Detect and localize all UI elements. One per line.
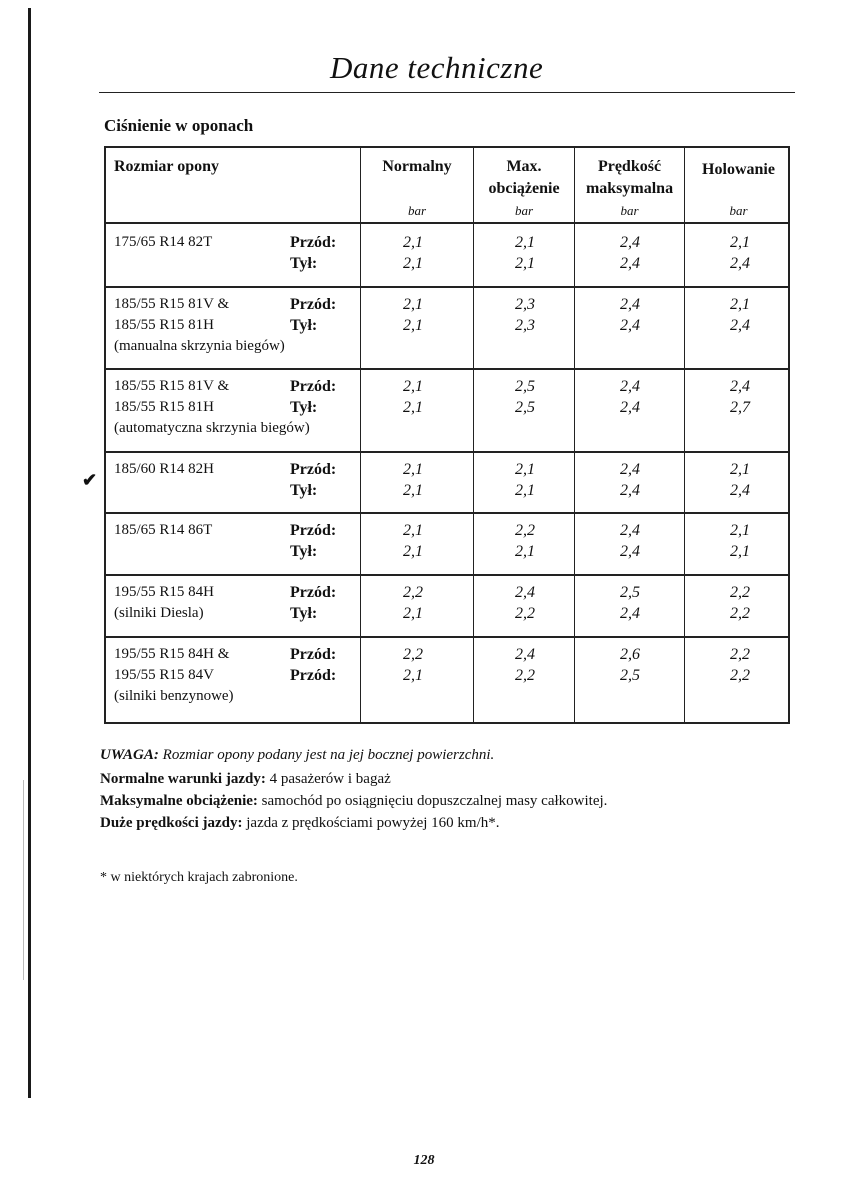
axle-label: Przód:: [290, 378, 337, 395]
pressure-value-normal: 2,1: [403, 255, 423, 272]
pressure-value-tow: 2,1: [730, 543, 750, 560]
axle-label: Tył:: [290, 317, 318, 334]
row-divider: [106, 574, 788, 576]
tire-size-text: (silniki benzynowe): [114, 688, 234, 704]
tire-size-text: (silniki Diesla): [114, 605, 204, 621]
pressure-value-max: 2,5: [515, 399, 535, 416]
pressure-value-speed: 2,5: [620, 584, 640, 601]
pressure-value-tow: 2,1: [730, 522, 750, 539]
notes-block: [100, 744, 607, 834]
pressure-value-speed: 2,4: [620, 461, 640, 478]
pressure-value-tow: 2,7: [730, 399, 750, 416]
axle-label: Tył:: [290, 543, 318, 560]
pressure-value-normal: 2,1: [403, 296, 423, 313]
axle-label: Przód:: [290, 296, 337, 313]
pressure-value-tow: 2,1: [730, 461, 750, 478]
pressure-value-normal: 2,1: [403, 234, 423, 251]
pressure-value-normal: 2,1: [403, 317, 423, 334]
unit-speed: bar: [620, 203, 639, 218]
tire-size-text: 185/55 R15 81H: [114, 317, 215, 333]
pressure-value-speed: 2,4: [620, 378, 640, 395]
pressure-value-tow: 2,1: [730, 234, 750, 251]
pressure-value-speed: 2,4: [620, 255, 640, 272]
row-divider: [106, 451, 788, 453]
pressure-value-normal: 2,1: [403, 399, 423, 416]
note-max-load: Maksymalne obciążenie: samochód po osiągnięciu dopuszczalnej masy całkowitej.: [100, 793, 608, 809]
pressure-value-normal: 2,1: [403, 461, 423, 478]
pressure-value-max: 2,3: [515, 296, 535, 313]
pressure-value-normal: 2,1: [403, 543, 423, 560]
tire-size-text: 185/55 R15 81V &: [114, 296, 230, 312]
tire-pressure-table: [104, 146, 790, 724]
pressure-value-speed: 2,4: [620, 317, 640, 334]
row-divider: [106, 368, 788, 370]
footnote: * w niektórych krajach zabronione.: [100, 870, 298, 885]
pressure-value-speed: 2,4: [620, 605, 640, 622]
pressure-value-tow: 2,4: [730, 378, 750, 395]
pressure-value-max: 2,1: [515, 543, 535, 560]
tire-size-text: 195/55 R15 84V: [114, 667, 215, 683]
note-high-speed: Duże prędkości jazdy: jazda z prędkościami powyżej 160 km/h*.: [100, 815, 500, 831]
pressure-value-max: 2,2: [515, 522, 535, 539]
pressure-value-speed: 2,4: [620, 482, 640, 499]
tire-size-text: (automatyczna skrzynia biegów): [114, 420, 310, 436]
header-speed-1: Prędkość: [597, 158, 662, 175]
pressure-value-tow: 2,2: [730, 605, 750, 622]
pressure-value-max: 2,4: [515, 646, 535, 663]
pressure-value-max: 2,1: [515, 461, 535, 478]
header-towing: Holowanie: [702, 161, 775, 178]
pressure-value-normal: 2,1: [403, 378, 423, 395]
pressure-value-max: 2,2: [515, 667, 535, 684]
axle-label: Przód:: [290, 584, 337, 601]
row-divider: [106, 636, 788, 638]
row-divider: [106, 512, 788, 514]
pressure-value-normal: 2,1: [403, 605, 423, 622]
pressure-value-tow: 2,4: [730, 255, 750, 272]
tire-size-text: 175/65 R14 82T: [114, 234, 213, 250]
note-uwaga: UWAGA: Rozmiar opony podany jest na jej bocznej powierzchni.: [100, 747, 495, 763]
unit-max-load: bar: [514, 203, 534, 218]
axle-label: Tył:: [290, 255, 318, 272]
pressure-value-speed: 2,4: [620, 234, 640, 251]
tire-size-text: 185/55 R15 81V &: [114, 378, 230, 394]
pressure-value-speed: 2,4: [620, 296, 640, 313]
page-number: 128: [413, 1153, 435, 1168]
tire-size-text: 185/55 R15 81H: [114, 399, 215, 415]
axle-label: Przód:: [290, 461, 337, 478]
pressure-value-normal: 2,2: [403, 646, 423, 663]
header-speed-2: maksymalna: [585, 180, 674, 197]
unit-normal: bar: [407, 203, 427, 218]
pressure-value-max: 2,1: [515, 482, 535, 499]
pressure-value-max: 2,2: [515, 605, 535, 622]
pressure-value-max: 2,1: [515, 234, 535, 251]
pressure-value-max: 2,1: [515, 255, 535, 272]
pressure-value-max: 2,3: [515, 317, 535, 334]
pressure-value-speed: 2,4: [620, 522, 640, 539]
pressure-value-tow: 2,4: [730, 482, 750, 499]
axle-label: Tył:: [290, 482, 318, 499]
axle-label: Przód:: [290, 234, 337, 251]
page-edge-mark: [23, 780, 24, 980]
axle-label: Przód:: [290, 667, 337, 684]
pressure-value-speed: 2,4: [620, 543, 640, 560]
header-max-load-2: obciążenie: [488, 180, 560, 197]
pressure-value-tow: 2,4: [730, 317, 750, 334]
pressure-value-normal: 2,2: [403, 584, 423, 601]
title-rule: [99, 92, 795, 93]
pressure-value-speed: 2,4: [620, 399, 640, 416]
page-title: Dane techniczne: [330, 50, 544, 85]
check-mark-icon: ✔: [82, 470, 98, 490]
axle-label: Tył:: [290, 605, 318, 622]
tire-size-text: 185/60 R14 82H: [114, 461, 215, 477]
pressure-value-tow: 2,1: [730, 296, 750, 313]
axle-label: Tył:: [290, 399, 318, 416]
unit-towing: bar: [729, 203, 748, 218]
axle-label: Przód:: [290, 522, 337, 539]
row-divider: [106, 286, 788, 288]
pressure-value-tow: 2,2: [730, 646, 750, 663]
note-normal: Normalne warunki jazdy: 4 pasażerów i bagaż: [100, 771, 391, 787]
axle-label: Przód:: [290, 646, 337, 663]
page-spine-line: [28, 8, 31, 1098]
pressure-value-normal: 2,1: [403, 482, 423, 499]
header-normal: Normalny: [382, 158, 452, 175]
tire-size-text: 185/65 R14 86T: [114, 522, 213, 538]
pressure-value-speed: 2,6: [620, 646, 640, 663]
section-title: Ciśnienie w oponach: [104, 116, 254, 135]
tire-size-text: 195/55 R15 84H: [114, 584, 215, 600]
pressure-value-tow: 2,2: [730, 667, 750, 684]
pressure-value-speed: 2,5: [620, 667, 640, 684]
tire-size-text: 195/55 R15 84H &: [114, 646, 230, 662]
pressure-value-normal: 2,1: [403, 667, 423, 684]
tire-size-text: (manualna skrzynia biegów): [114, 338, 285, 354]
header-size: Rozmiar opony: [114, 158, 220, 175]
pressure-value-max: 2,4: [515, 584, 535, 601]
header-max-load-1: Max.: [506, 158, 542, 175]
pressure-value-normal: 2,1: [403, 522, 423, 539]
pressure-value-tow: 2,2: [730, 584, 750, 601]
pressure-value-max: 2,5: [515, 378, 535, 395]
header-divider: [106, 222, 788, 224]
